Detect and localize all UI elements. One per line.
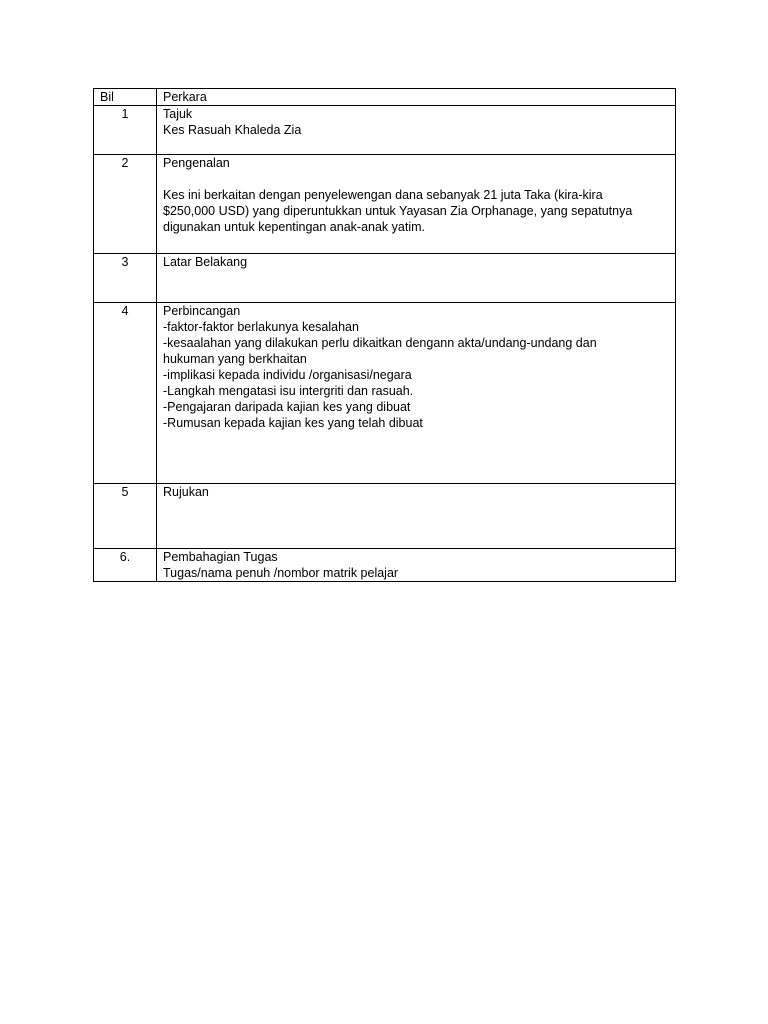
row-content — [157, 303, 676, 484]
row-content — [157, 484, 676, 549]
row-title: Pengenalan — [163, 156, 230, 170]
row-blank-line — [163, 171, 669, 187]
row-title: Pembahagian Tugas — [163, 550, 278, 564]
row-line: hukuman yang berkhaitan — [163, 352, 307, 366]
row-line: -Pengajaran daripada kajian kes yang dibuat — [163, 400, 411, 414]
row-content — [157, 106, 676, 155]
table-row — [94, 106, 676, 155]
row-number: 4 — [94, 303, 157, 484]
table-row — [94, 155, 676, 254]
row-content — [157, 254, 676, 303]
row-line: -Rumusan kepada kajian kes yang telah dibuat — [163, 416, 423, 430]
row-title: Rujukan — [163, 485, 209, 499]
row-line: $250,000 USD) yang diperuntukkan untuk Yayasan Zia Orphanage, yang sepatutnya — [163, 204, 633, 218]
table-row — [94, 549, 676, 582]
table-row — [94, 303, 676, 484]
row-number: 6. — [94, 549, 157, 582]
row-line: Kes Rasuah Khaleda Zia — [163, 123, 302, 137]
row-title: Latar Belakang — [163, 255, 248, 269]
row-content — [157, 155, 676, 254]
header-bil: Bil — [94, 89, 157, 106]
row-line: -implikasi kepada individu /organisasi/negara — [163, 368, 412, 382]
row-line: -Langkah mengatasi isu intergriti dan rasuah. — [163, 384, 414, 398]
row-line: digunakan untuk kepentingan anak-anak yatim. — [163, 220, 425, 234]
table-header-row — [94, 89, 676, 106]
table-row — [94, 254, 676, 303]
header-perkara: Perkara — [157, 89, 676, 106]
row-content — [157, 549, 676, 582]
row-number: 5 — [94, 484, 157, 549]
row-number: 1 — [94, 106, 157, 155]
table-row — [94, 484, 676, 549]
row-title: Perbincangan — [163, 304, 241, 318]
assignment-table — [93, 88, 676, 582]
row-line: -kesaalahan yang dilakukan perlu dikaitkan dengann akta/undang-undang dan — [163, 336, 597, 350]
row-line: Tugas/nama penuh /nombor matrik pelajar — [163, 566, 399, 580]
row-line: Kes ini berkaitan dengan penyelewengan dana sebanyak 21 juta Taka (kira-kira — [163, 188, 603, 202]
row-line: -faktor-faktor berlakunya kesalahan — [163, 320, 359, 334]
row-number: 2 — [94, 155, 157, 254]
row-title: Tajuk — [163, 107, 193, 121]
row-number: 3 — [94, 254, 157, 303]
